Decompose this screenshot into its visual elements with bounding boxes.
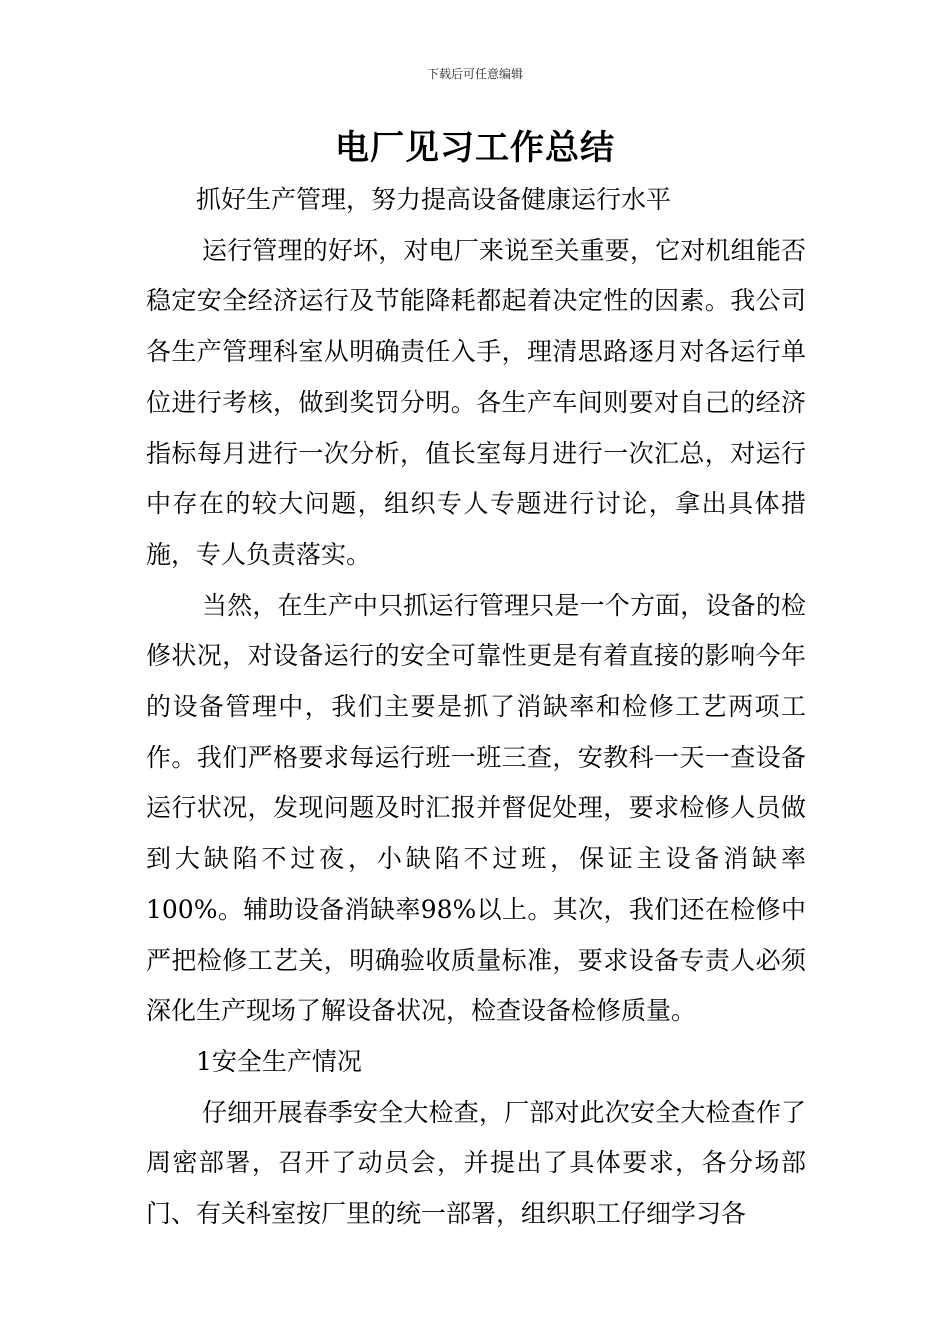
paragraph: 运行管理的好坏，对电厂来说至关重要，它对机组能否稳定安全经济运行及节能降耗都起着决定性的因素。我公司各生产管理科室从明确责任入手，理清思路逐月对各运行单位进行考核，做到奖罚分明。各生产车间则要对自己的经济指标每月进行一次分析，值长室每月进行一次汇总，对运行中存在的较大问题，组织专人专题进行讨论，拿出具体措施，专人负责落实。 [146,235,806,569]
document-body [146,175,806,1240]
section-heading: 抓好生产管理，努力提高设备健康运行水平 [196,185,672,214]
section-heading: 1安全生产情况 [196,1046,362,1076]
paragraph: 当然，在生产中只抓运行管理只是一个方面，设备的检修状况，对设备运行的安全可靠性更是有着直接的影响今年的设备管理中，我们主要是抓了消缺率和检修工艺两项工作。我们严格要求每运行班一班三查，安教科一天一查设备运行状况，发现问题及时汇报并督促处理，要求检修人员做到大缺陷不过夜，小缺陷不过班，保证主设备消缺率100%。辅助设备消缺率98%以上。其次，我们还在检修中严把检修工艺关，明确验收质量标准，要求设备专责人必须深化生产现场了解设备状况，检查设备检修质量。 [146,590,806,1026]
header-note: 下载后可任意编辑 [426,67,523,81]
document-title: 电厂见习工作总结 [335,128,615,168]
paragraph: 仔细开展春季安全大检查，厂部对此次安全大检查作了周密部署，召开了动员会，并提出了具体要求，各分场部门、有关科室按厂里的统一部署，组织职工仔细学习各 [146,1097,806,1229]
